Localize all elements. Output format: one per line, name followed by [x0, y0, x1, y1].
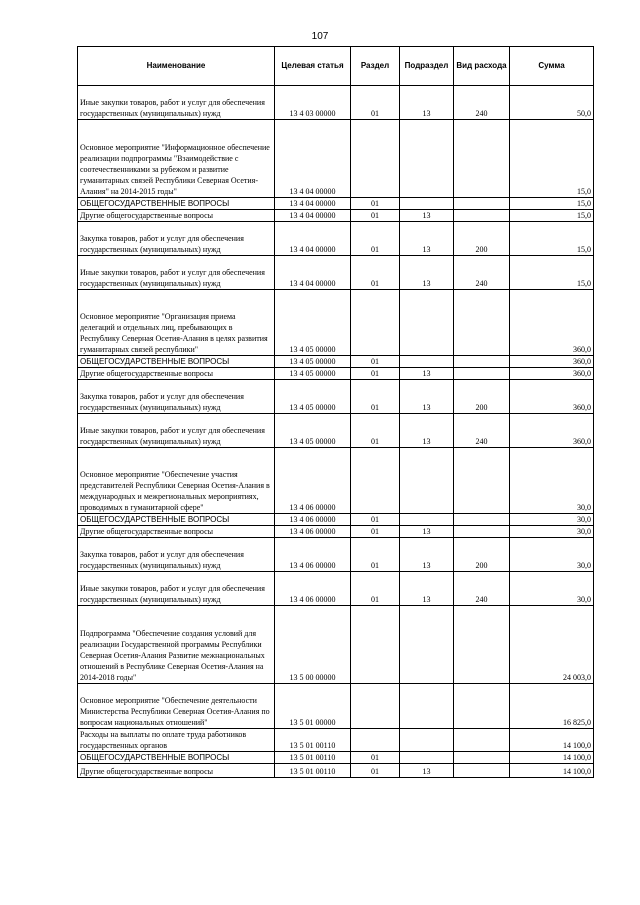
- table-row: [78, 538, 594, 572]
- table-row: [78, 414, 594, 448]
- table-row: [78, 290, 594, 356]
- row-code: 13 4 06 00000: [275, 538, 351, 572]
- row-name: Закупка товаров, работ и услуг для обеспечения государственных (муниципальных) нужд: [78, 380, 275, 414]
- row-kind: [454, 448, 510, 514]
- row-code: 13 5 01 00110: [275, 729, 351, 752]
- row-amount: 30,0: [510, 514, 594, 526]
- table-row: [78, 198, 594, 210]
- row-name: Иные закупки товаров, работ и услуг для обеспечения государственных (муниципальных) нужд: [78, 86, 275, 120]
- row-subsection: 13: [400, 210, 454, 222]
- row-name: ОБЩЕГОСУДАРСТВЕННЫЕ ВОПРОСЫ: [78, 198, 275, 210]
- row-name: ОБЩЕГОСУДАРСТВЕННЫЕ ВОПРОСЫ: [78, 752, 275, 764]
- row-kind: [454, 120, 510, 198]
- row-name: Основное мероприятие "Информационное обеспечение реализации подпрограммы "Взаимодействие с соотечественниками за рубежом и развитие гуманитарных связей Республики Северная Осетия-Алания" на 2014-2015 годы": [78, 120, 275, 198]
- table-row: [78, 526, 594, 538]
- row-amount: 15,0: [510, 198, 594, 210]
- row-code: 13 4 04 00000: [275, 222, 351, 256]
- table-row: [78, 256, 594, 290]
- row-name: Основное мероприятие "Обеспечение деятельности Министерства Республики Северная Осетия-Алания по вопросам национальных отношений": [78, 684, 275, 729]
- table-row: [78, 356, 594, 368]
- row-subsection: [400, 290, 454, 356]
- header-subsection: Подраздел: [400, 47, 454, 86]
- table-body: [78, 86, 594, 778]
- row-subsection: 13: [400, 222, 454, 256]
- row-code: 13 4 04 00000: [275, 198, 351, 210]
- row-subsection: 13: [400, 526, 454, 538]
- row-amount: 15,0: [510, 222, 594, 256]
- table-row: [78, 448, 594, 514]
- table-row: [78, 120, 594, 198]
- row-subsection: [400, 606, 454, 684]
- row-amount: 15,0: [510, 256, 594, 290]
- row-section: [351, 290, 400, 356]
- row-section: 01: [351, 356, 400, 368]
- header-name: Наименование: [78, 47, 275, 86]
- row-name: Подпрограмма "Обеспечение создания условий для реализации Государственной программы Республики Северная Осетия-Алания Развитие межнациональных отношений в Республике Северная Осетия-Алания на 2014-2018 годы": [78, 606, 275, 684]
- row-amount: 30,0: [510, 526, 594, 538]
- header-kind: Вид расхода: [454, 47, 510, 86]
- row-subsection: [400, 684, 454, 729]
- row-name: Другие общегосударственные вопросы: [78, 526, 275, 538]
- row-code: 13 4 05 00000: [275, 290, 351, 356]
- table-row: [78, 380, 594, 414]
- row-amount: 50,0: [510, 86, 594, 120]
- row-name: Другие общегосударственные вопросы: [78, 368, 275, 380]
- row-name: Закупка товаров, работ и услуг для обеспечения государственных (муниципальных) нужд: [78, 222, 275, 256]
- row-code: 13 4 03 00000: [275, 86, 351, 120]
- row-subsection: 13: [400, 256, 454, 290]
- row-name: Другие общегосударственные вопросы: [78, 764, 275, 778]
- table-header-row: [78, 47, 594, 86]
- row-code: 13 4 05 00000: [275, 380, 351, 414]
- row-kind: 200: [454, 380, 510, 414]
- row-subsection: 13: [400, 572, 454, 606]
- table-row: [78, 86, 594, 120]
- row-kind: [454, 752, 510, 764]
- table-row: [78, 210, 594, 222]
- table-row: [78, 729, 594, 752]
- row-subsection: [400, 356, 454, 368]
- row-kind: [454, 290, 510, 356]
- row-code: 13 5 01 00110: [275, 764, 351, 778]
- row-name: Закупка товаров, работ и услуг для обеспечения государственных (муниципальных) нужд: [78, 538, 275, 572]
- row-kind: [454, 514, 510, 526]
- header-code: Целевая статья: [275, 47, 351, 86]
- row-section: 01: [351, 538, 400, 572]
- row-amount: 14 100,0: [510, 764, 594, 778]
- table-row: [78, 606, 594, 684]
- header-section: Раздел: [351, 47, 400, 86]
- row-kind: [454, 684, 510, 729]
- row-section: [351, 684, 400, 729]
- row-name: Основное мероприятие "Организация приема делегаций и отдельных лиц, пребывающих в Республику Северная Осетия-Алания в целях развития гуманитарных связей республики": [78, 290, 275, 356]
- table-row: [78, 764, 594, 778]
- row-subsection: 13: [400, 86, 454, 120]
- row-kind: [454, 368, 510, 380]
- row-amount: 360,0: [510, 414, 594, 448]
- row-section: 01: [351, 572, 400, 606]
- row-section: 01: [351, 414, 400, 448]
- header-amount: Сумма: [510, 47, 594, 86]
- row-code: 13 4 04 00000: [275, 256, 351, 290]
- row-code: 13 4 05 00000: [275, 414, 351, 448]
- row-section: 01: [351, 86, 400, 120]
- row-section: 01: [351, 222, 400, 256]
- row-name: ОБЩЕГОСУДАРСТВЕННЫЕ ВОПРОСЫ: [78, 514, 275, 526]
- row-code: 13 4 06 00000: [275, 572, 351, 606]
- row-kind: 240: [454, 256, 510, 290]
- row-section: 01: [351, 526, 400, 538]
- table-row: [78, 514, 594, 526]
- row-amount: 360,0: [510, 380, 594, 414]
- row-amount: 16 825,0: [510, 684, 594, 729]
- row-kind: 240: [454, 414, 510, 448]
- row-amount: 15,0: [510, 210, 594, 222]
- row-subsection: [400, 448, 454, 514]
- row-section: 01: [351, 514, 400, 526]
- row-amount: 15,0: [510, 120, 594, 198]
- budget-table: [77, 46, 594, 778]
- row-amount: 14 100,0: [510, 729, 594, 752]
- row-code: 13 4 06 00000: [275, 448, 351, 514]
- row-code: 13 4 06 00000: [275, 526, 351, 538]
- row-code: 13 4 05 00000: [275, 368, 351, 380]
- row-code: 13 4 06 00000: [275, 514, 351, 526]
- row-amount: 24 003,0: [510, 606, 594, 684]
- row-amount: 360,0: [510, 290, 594, 356]
- row-kind: [454, 729, 510, 752]
- row-section: [351, 120, 400, 198]
- table-row: [78, 752, 594, 764]
- row-subsection: 13: [400, 368, 454, 380]
- row-code: 13 5 00 00000: [275, 606, 351, 684]
- page-number: 107: [311, 31, 329, 42]
- table-row: [78, 368, 594, 380]
- row-section: [351, 606, 400, 684]
- table-row: [78, 572, 594, 606]
- row-kind: [454, 198, 510, 210]
- row-kind: [454, 764, 510, 778]
- row-name: Иные закупки товаров, работ и услуг для обеспечения государственных (муниципальных) нужд: [78, 256, 275, 290]
- row-code: 13 5 01 00000: [275, 684, 351, 729]
- row-amount: 14 100,0: [510, 752, 594, 764]
- table-row: [78, 222, 594, 256]
- row-name: Иные закупки товаров, работ и услуг для обеспечения государственных (муниципальных) нужд: [78, 414, 275, 448]
- row-name: Расходы на выплаты по оплате труда работников государственных органов: [78, 729, 275, 752]
- row-kind: 200: [454, 538, 510, 572]
- row-section: 01: [351, 368, 400, 380]
- table-row: [78, 684, 594, 729]
- row-section: [351, 729, 400, 752]
- row-section: [351, 448, 400, 514]
- row-kind: [454, 606, 510, 684]
- row-section: 01: [351, 210, 400, 222]
- row-kind: 240: [454, 86, 510, 120]
- row-section: 01: [351, 764, 400, 778]
- row-code: 13 4 04 00000: [275, 210, 351, 222]
- row-amount: 30,0: [510, 572, 594, 606]
- row-code: 13 4 05 00000: [275, 356, 351, 368]
- row-kind: [454, 210, 510, 222]
- row-kind: [454, 526, 510, 538]
- row-name: ОБЩЕГОСУДАРСТВЕННЫЕ ВОПРОСЫ: [78, 356, 275, 368]
- row-code: 13 4 04 00000: [275, 120, 351, 198]
- row-section: 01: [351, 752, 400, 764]
- row-subsection: 13: [400, 764, 454, 778]
- row-amount: 30,0: [510, 448, 594, 514]
- row-subsection: [400, 514, 454, 526]
- row-amount: 360,0: [510, 356, 594, 368]
- row-code: 13 5 01 00110: [275, 752, 351, 764]
- row-name: Иные закупки товаров, работ и услуг для обеспечения государственных (муниципальных) нужд: [78, 572, 275, 606]
- row-kind: 240: [454, 572, 510, 606]
- row-amount: 30,0: [510, 538, 594, 572]
- row-amount: 360,0: [510, 368, 594, 380]
- row-section: 01: [351, 256, 400, 290]
- row-name: Другие общегосударственные вопросы: [78, 210, 275, 222]
- row-name: Основное мероприятие "Обеспечение участия представителей Республики Северная Осетия-Алания в международных и межрегиональных мероприятиях, проводимых в гуманитарной сфере": [78, 448, 275, 514]
- row-subsection: 13: [400, 380, 454, 414]
- row-subsection: 13: [400, 414, 454, 448]
- row-subsection: 13: [400, 538, 454, 572]
- row-subsection: [400, 120, 454, 198]
- row-subsection: [400, 752, 454, 764]
- row-kind: [454, 356, 510, 368]
- row-subsection: [400, 729, 454, 752]
- row-section: 01: [351, 198, 400, 210]
- row-subsection: [400, 198, 454, 210]
- row-section: 01: [351, 380, 400, 414]
- row-kind: 200: [454, 222, 510, 256]
